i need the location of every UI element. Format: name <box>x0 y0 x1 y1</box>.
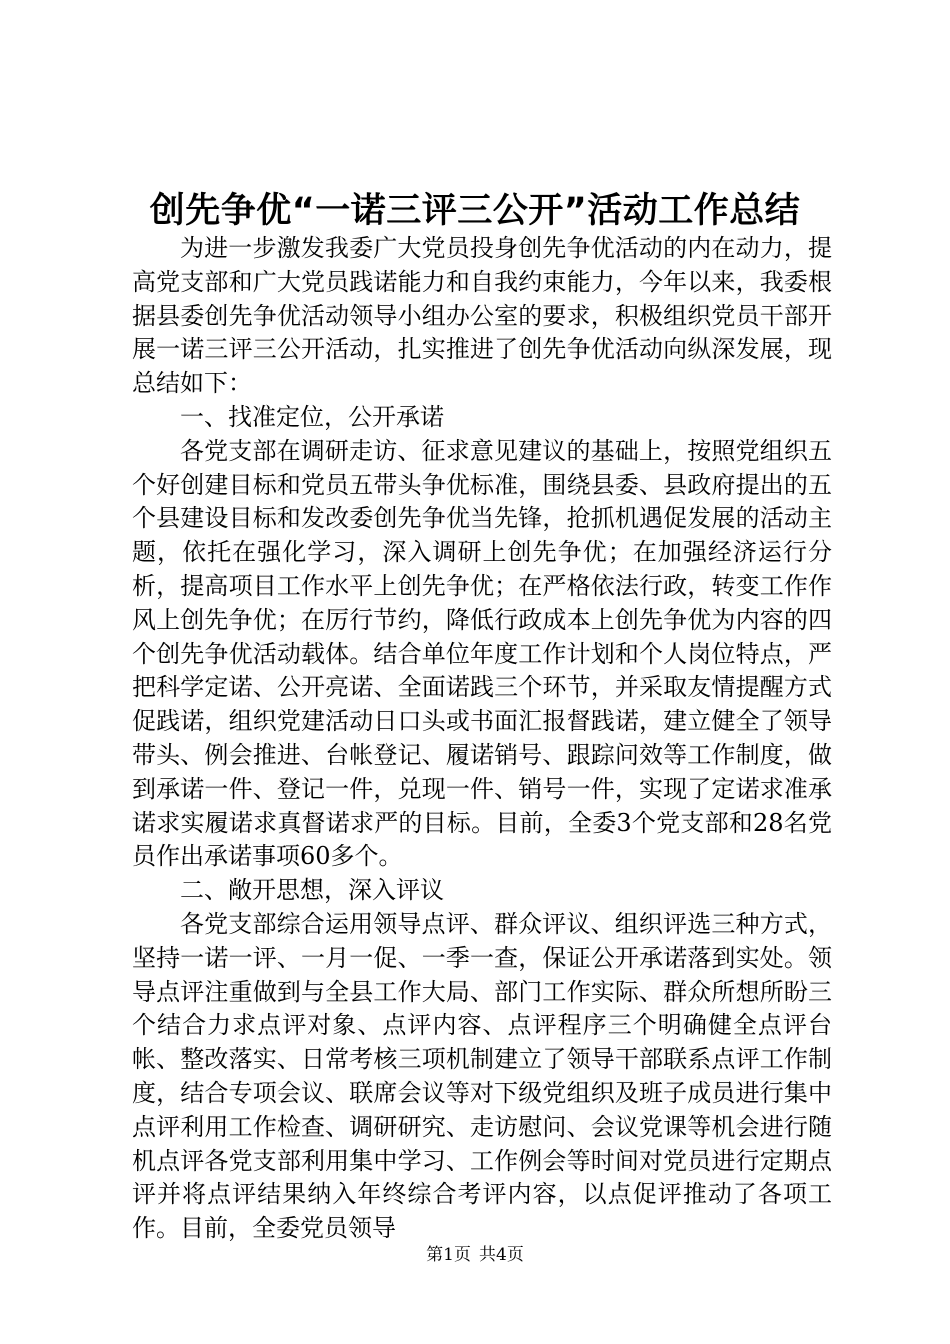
section-paragraph-1: 各党支部在调研走访、征求意见建议的基础上，按照党组织五个好创建目标和党员五带头争优标准，围绕县委、县政府提出的五个县建设目标和发改委创先争优当先锋，抢抓机遇促发展的活动主题，依托在强化学习，深入调研上创先争优；在加强经济运行分析，提高项目工作水平上创先争优；在严格依法行政，转变工作作风上创先争优；在厉行节约，降低行政成本上创先争优为内容的四个创先争优活动载体。结合单位年度工作计划和个人岗位特点，严把科学定诺、公开亮诺、全面诺践三个环节，并采取友情提醒方式促践诺，组织党建活动日口头或书面汇报督践诺，建立健全了领导带头、例会推进、台帐登记、履诺销号、跟踪问效等工作制度，做到承诺一件、登记一件，兑现一件、销号一件，实现了定诺求准承诺求实履诺求真督诺求严的目标。目前，全委3个党支部和28名党员作出承诺事项60多个。 <box>132 436 832 871</box>
page-total: 共4页 <box>479 1245 524 1265</box>
document-body <box>132 232 832 1246</box>
section-heading-1: 一、找准定位，公开承诺 <box>180 402 444 431</box>
page-footer <box>0 1243 950 1267</box>
section-heading-2: 二、敞开思想，深入评议 <box>180 876 444 905</box>
intro-paragraph: 为进一步激发我委广大党员投身创先争优活动的内在动力，提高党支部和广大党员践诺能力和自我约束能力，今年以来，我委根据县委创先争优活动领导小组办公室的要求，积极组织党员干部开展一诺三评三公开活动，扎实推进了创先争优活动向纵深发展，现总结如下： <box>132 234 832 398</box>
section-paragraph-2: 各党支部综合运用领导点评、群众评议、组织评选三种方式，坚持一诺一评、一月一促、一季一查，保证公开承诺落到实处。领导点评注重做到与全县工作大局、部门工作实际、群众所想所盼三个结合力求点评对象、点评内容、点评程序三个明确健全点评台帐、整改落实、日常考核三项机制建立了领导干部联系点评工作制度，结合专项会议、联席会议等对下级党组织及班子成员进行集中点评利用工作检查、调研研究、走访慰问、会议党课等机会进行随机点评各党支部利用集中学习、工作例会等时间对党员进行定期点评并将点评结果纳入年终综合考评内容，以点促评推动了各项工作。目前，全委党员领导 <box>132 909 832 1243</box>
page-number: 第1页 <box>426 1245 471 1265</box>
document-title: 创先争优“一诺三评三公开”活动工作总结 <box>149 191 801 231</box>
